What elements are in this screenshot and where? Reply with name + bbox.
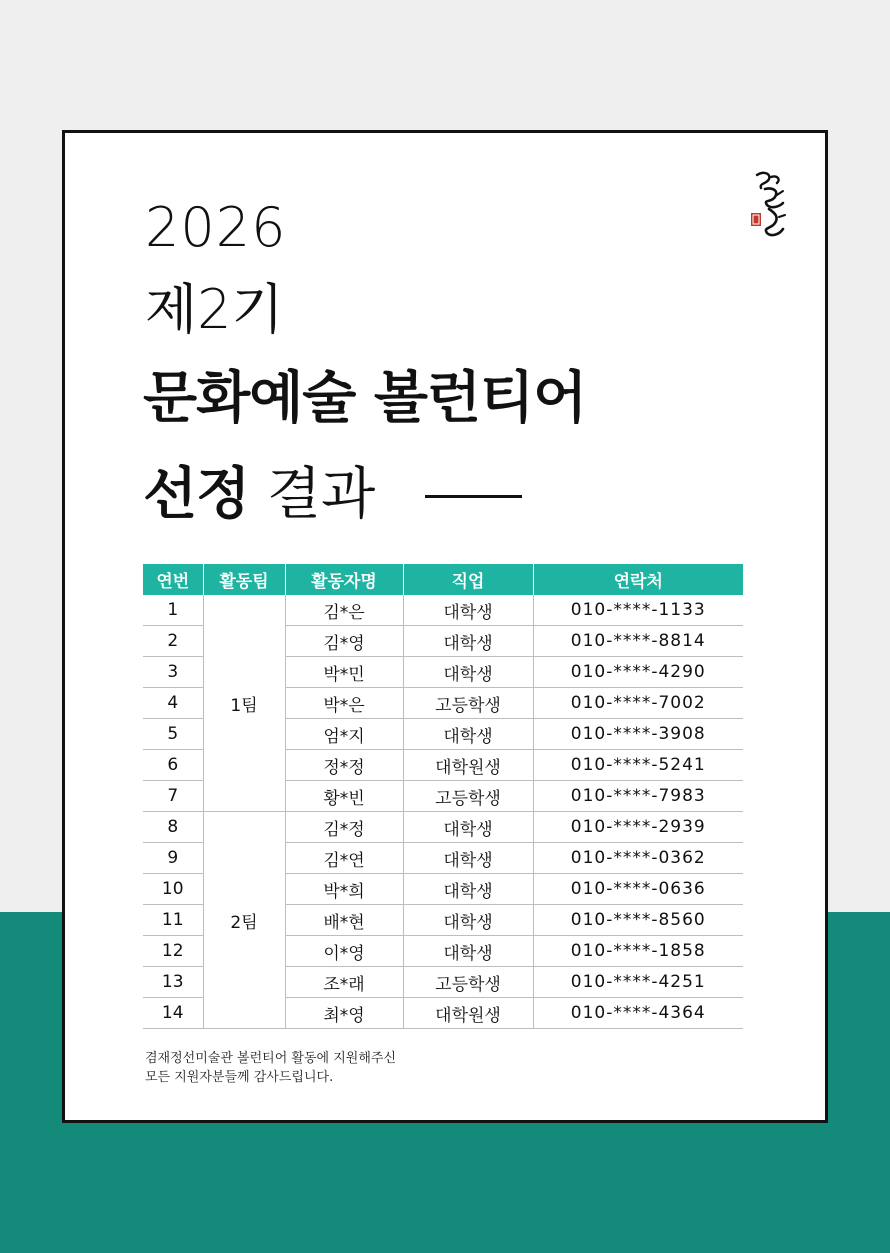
cell-phone: 010-****-0636 bbox=[533, 874, 743, 905]
cell-phone: 010-****-1133 bbox=[533, 595, 743, 626]
cell-name: 이*영 bbox=[285, 936, 403, 967]
title-sub bbox=[143, 462, 376, 527]
cell-no: 1 bbox=[143, 595, 203, 626]
cell-phone: 010-****-0362 bbox=[533, 843, 743, 874]
cell-phone: 010-****-8814 bbox=[533, 626, 743, 657]
header-no: 연번 bbox=[143, 564, 203, 595]
cell-no: 9 bbox=[143, 843, 203, 874]
cell-no: 13 bbox=[143, 967, 203, 998]
cell-phone: 010-****-7983 bbox=[533, 781, 743, 812]
table-row bbox=[143, 595, 743, 626]
cell-name: 배*현 bbox=[285, 905, 403, 936]
cell-job: 고등학생 bbox=[403, 781, 533, 812]
cell-team: 2팀 bbox=[203, 812, 285, 1029]
cell-phone: 010-****-4251 bbox=[533, 967, 743, 998]
cell-name: 엄*지 bbox=[285, 719, 403, 750]
cell-job: 대학생 bbox=[403, 905, 533, 936]
cell-no: 6 bbox=[143, 750, 203, 781]
title-sub-bold: 선정 bbox=[143, 462, 250, 527]
cell-job: 고등학생 bbox=[403, 967, 533, 998]
cell-name: 박*민 bbox=[285, 657, 403, 688]
cell-phone: 010-****-8560 bbox=[533, 905, 743, 936]
cell-no: 14 bbox=[143, 998, 203, 1029]
cell-no: 2 bbox=[143, 626, 203, 657]
title-sub-light: 결과 bbox=[267, 462, 376, 527]
cell-no: 8 bbox=[143, 812, 203, 843]
cell-name: 최*영 bbox=[285, 998, 403, 1029]
cell-job: 고등학생 bbox=[403, 688, 533, 719]
cell-phone: 010-****-3908 bbox=[533, 719, 743, 750]
cell-name: 김*연 bbox=[285, 843, 403, 874]
title-dash-line bbox=[425, 495, 522, 498]
cell-no: 7 bbox=[143, 781, 203, 812]
header-team: 활동팀 bbox=[203, 564, 285, 595]
cell-name: 황*빈 bbox=[285, 781, 403, 812]
cell-job: 대학원생 bbox=[403, 998, 533, 1029]
cell-phone: 010-****-7002 bbox=[533, 688, 743, 719]
header-job: 직업 bbox=[403, 564, 533, 595]
title-term: 제2기 bbox=[145, 278, 284, 341]
cell-phone: 010-****-1858 bbox=[533, 936, 743, 967]
cell-team: 1팀 bbox=[203, 595, 285, 812]
cell-job: 대학생 bbox=[403, 595, 533, 626]
title-year: 2026 bbox=[145, 196, 287, 259]
cell-name: 박*희 bbox=[285, 874, 403, 905]
cell-job: 대학생 bbox=[403, 936, 533, 967]
calligraphy-seal-icon bbox=[749, 169, 789, 241]
result-card bbox=[62, 130, 828, 1123]
title-main: 문화예술 볼런티어 bbox=[143, 366, 587, 431]
cell-no: 3 bbox=[143, 657, 203, 688]
cell-name: 조*래 bbox=[285, 967, 403, 998]
cell-job: 대학생 bbox=[403, 719, 533, 750]
cell-phone: 010-****-5241 bbox=[533, 750, 743, 781]
cell-name: 박*은 bbox=[285, 688, 403, 719]
cell-phone: 010-****-2939 bbox=[533, 812, 743, 843]
table-row bbox=[143, 812, 743, 843]
cell-job: 대학생 bbox=[403, 874, 533, 905]
cell-job: 대학생 bbox=[403, 812, 533, 843]
cell-job: 대학생 bbox=[403, 626, 533, 657]
header-name: 활동자명 bbox=[285, 564, 403, 595]
footer-line-2: 모든 지원자분들께 감사드립니다. bbox=[145, 1070, 334, 1085]
cell-job: 대학생 bbox=[403, 657, 533, 688]
cell-no: 4 bbox=[143, 688, 203, 719]
cell-no: 10 bbox=[143, 874, 203, 905]
cell-name: 정*정 bbox=[285, 750, 403, 781]
footer-note bbox=[145, 1049, 396, 1087]
cell-name: 김*영 bbox=[285, 626, 403, 657]
cell-no: 5 bbox=[143, 719, 203, 750]
cell-phone: 010-****-4290 bbox=[533, 657, 743, 688]
results-table bbox=[143, 564, 743, 1029]
header-contact: 연락처 bbox=[533, 564, 743, 595]
cell-job: 대학생 bbox=[403, 843, 533, 874]
cell-no: 11 bbox=[143, 905, 203, 936]
table-header-row bbox=[143, 564, 743, 595]
cell-job: 대학원생 bbox=[403, 750, 533, 781]
cell-no: 12 bbox=[143, 936, 203, 967]
footer-line-1: 겸재정선미술관 볼런티어 활동에 지원해주신 bbox=[145, 1051, 396, 1066]
cell-name: 김*정 bbox=[285, 812, 403, 843]
cell-phone: 010-****-4364 bbox=[533, 998, 743, 1029]
cell-name: 김*은 bbox=[285, 595, 403, 626]
